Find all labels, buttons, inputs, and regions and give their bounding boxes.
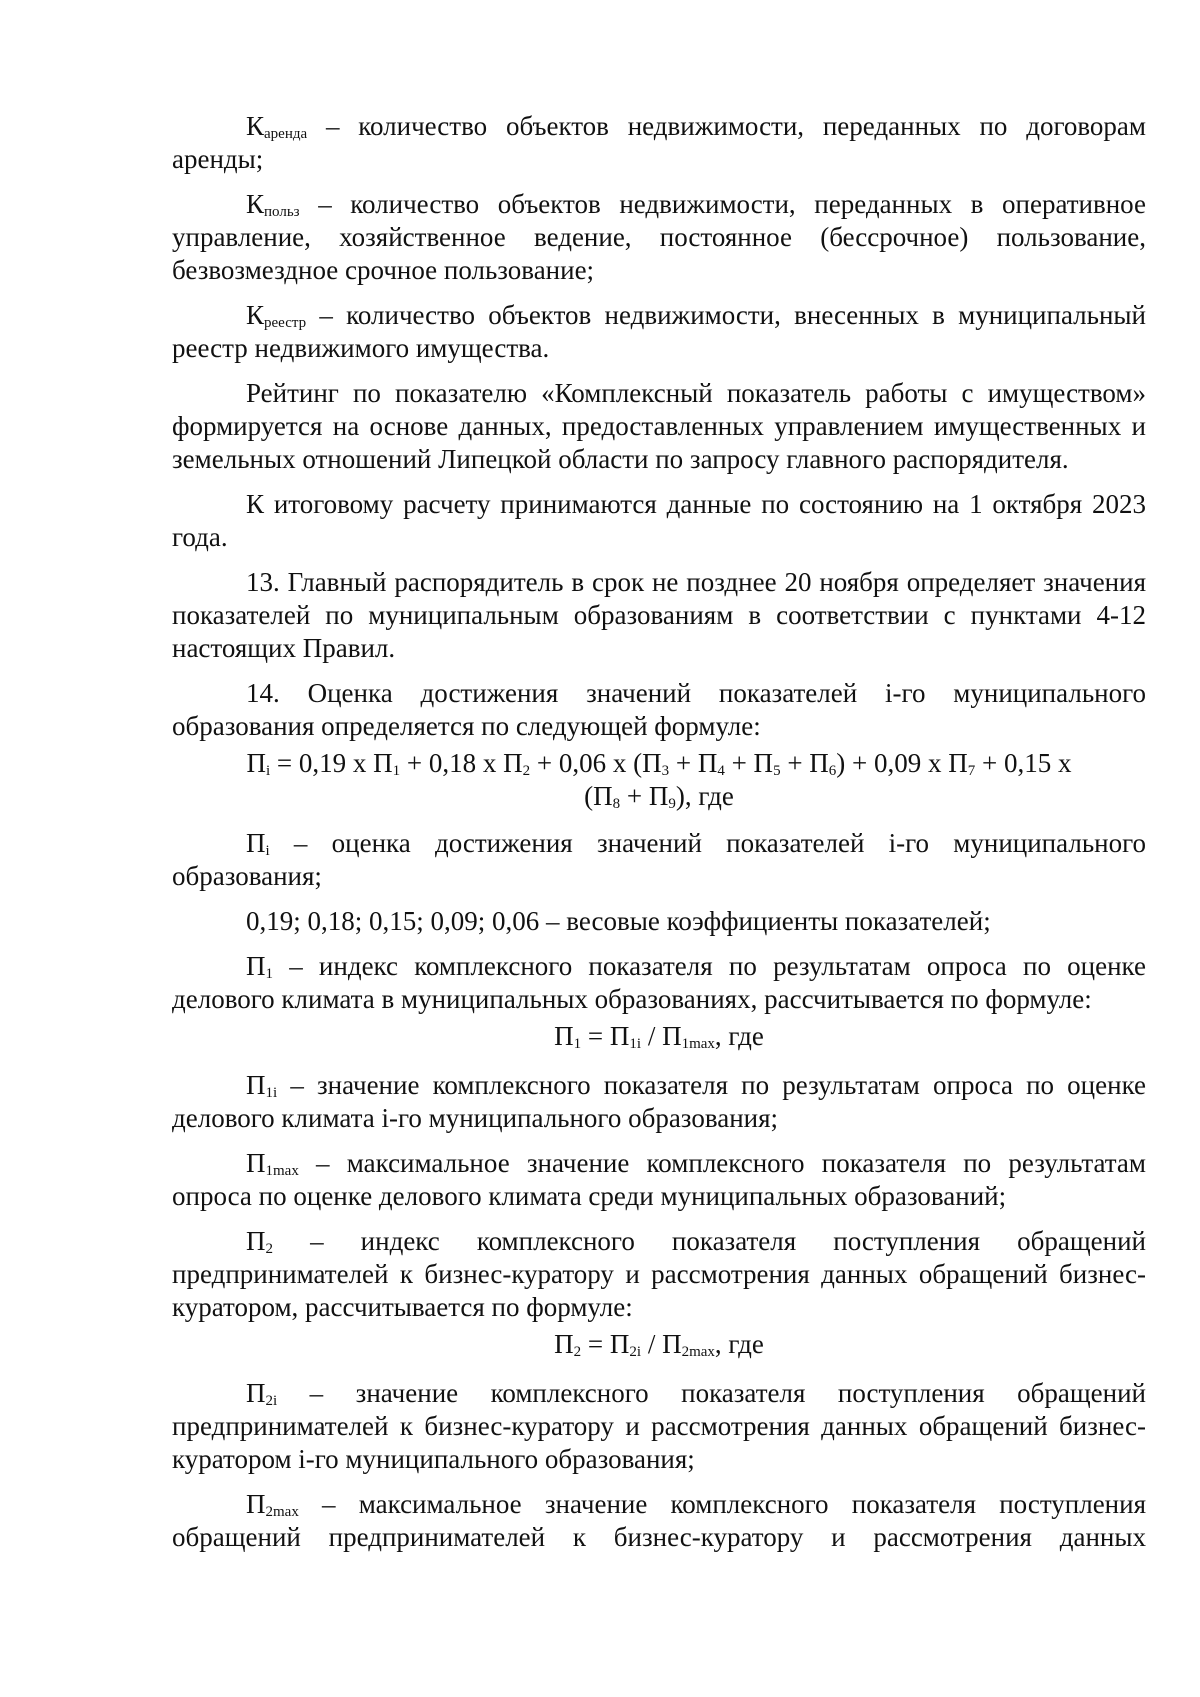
paragraph-item-13: 13. Главный распорядитель в срок не позднее 20 ноября определяет значения показателей по муниципальным образованиям в соответствии с пунктами 4-12 настоящих Правил. bbox=[172, 567, 1146, 663]
paragraph-pi: $П_i$ – оценка достижения значений показателей i-го муниципального образования; bbox=[172, 828, 1146, 891]
paragraph-k-polz: $К_{польз}$ – количество объектов недвижимости, переданных в оперативное управление, хозяйственное ведение, постоянное (бессрочное) пользование, безвозмездное срочное пользование; bbox=[172, 189, 1146, 285]
paragraph-p2: $П_2$ – индекс комплексного показателя поступления обращений предпринимателей к бизнес-куратору и рассмотрения данных обращений бизнес-куратором, рассчитывается по формуле: bbox=[172, 1226, 1146, 1322]
paragraph-k-reestr: $К_{реестр}$ – количество объектов недвижимости, внесенных в муниципальный реестр недвижимого имущества. bbox=[172, 300, 1146, 363]
paragraph-rating: Рейтинг по показателю «Комплексный показатель работы с имуществом» формируется на основе данных, предоставленных управлением имущественных и земельных отношений Липецкой области по запросу главного распорядителя. bbox=[172, 378, 1146, 474]
paragraph-item-14: 14. Оценка достижения значений показателей i-го муниципального образования определяется по следующей формуле: bbox=[172, 678, 1146, 741]
formula-main-line-1: $П_i = 0,19$ х $П_1 + 0,18$ х $П_2 + 0,06$ х $(П_3 + П_4 + П_5 + П_6) + 0,09$ х $П_7 + 0,15$ х bbox=[246, 748, 1072, 779]
paragraph-p1: $П_1$ – индекс комплексного показателя по результатам опроса по оценке делового климата в муниципальных образованиях, рассчитывается по формуле: bbox=[172, 951, 1146, 1014]
formula-main-line-2: $(П_8 + П_9)$, где bbox=[584, 781, 734, 812]
formula-p2: $П_2 = П_{2i} / П_{2max}$, где bbox=[554, 1329, 764, 1360]
paragraph-k-arenda: $К_{аренда}$ – количество объектов недвижимости, переданных по договорам аренды; bbox=[172, 111, 1146, 174]
document-page bbox=[172, 110, 1146, 1566]
paragraph-weights: 0,19; 0,18; 0,15; 0,09; 0,06 – весовые коэффициенты показателей; bbox=[246, 906, 991, 936]
paragraph-p1max: $П_{1max}$ – максимальное значение комплексного показателя по результатам опроса по оценке делового климата среди муниципальных образований; bbox=[172, 1148, 1146, 1211]
paragraph-p1i: $П_{1i}$ – значение комплексного показателя по результатам опроса по оценке делового климата i-го муниципального образования; bbox=[172, 1070, 1146, 1133]
formula-main bbox=[172, 747, 1146, 813]
paragraph-itog: К итоговому расчету принимаются данные по состоянию на 1 октября 2023 года. bbox=[172, 489, 1146, 552]
paragraph-p2i: $П_{2i}$ – значение комплексного показателя поступления обращений предпринимателей к бизнес-куратору и рассмотрения данных обращений бизнес-куратором i-го муниципального образования; bbox=[172, 1378, 1146, 1474]
formula-p1: $П_1 = П_{1i} / П_{1max}$, где bbox=[554, 1021, 764, 1052]
paragraph-p2max: $П_{2max}$ – максимальное значение комплексного показателя поступления обращений предпринимателей к бизнес-куратору и рассмотрения данных bbox=[172, 1489, 1146, 1552]
